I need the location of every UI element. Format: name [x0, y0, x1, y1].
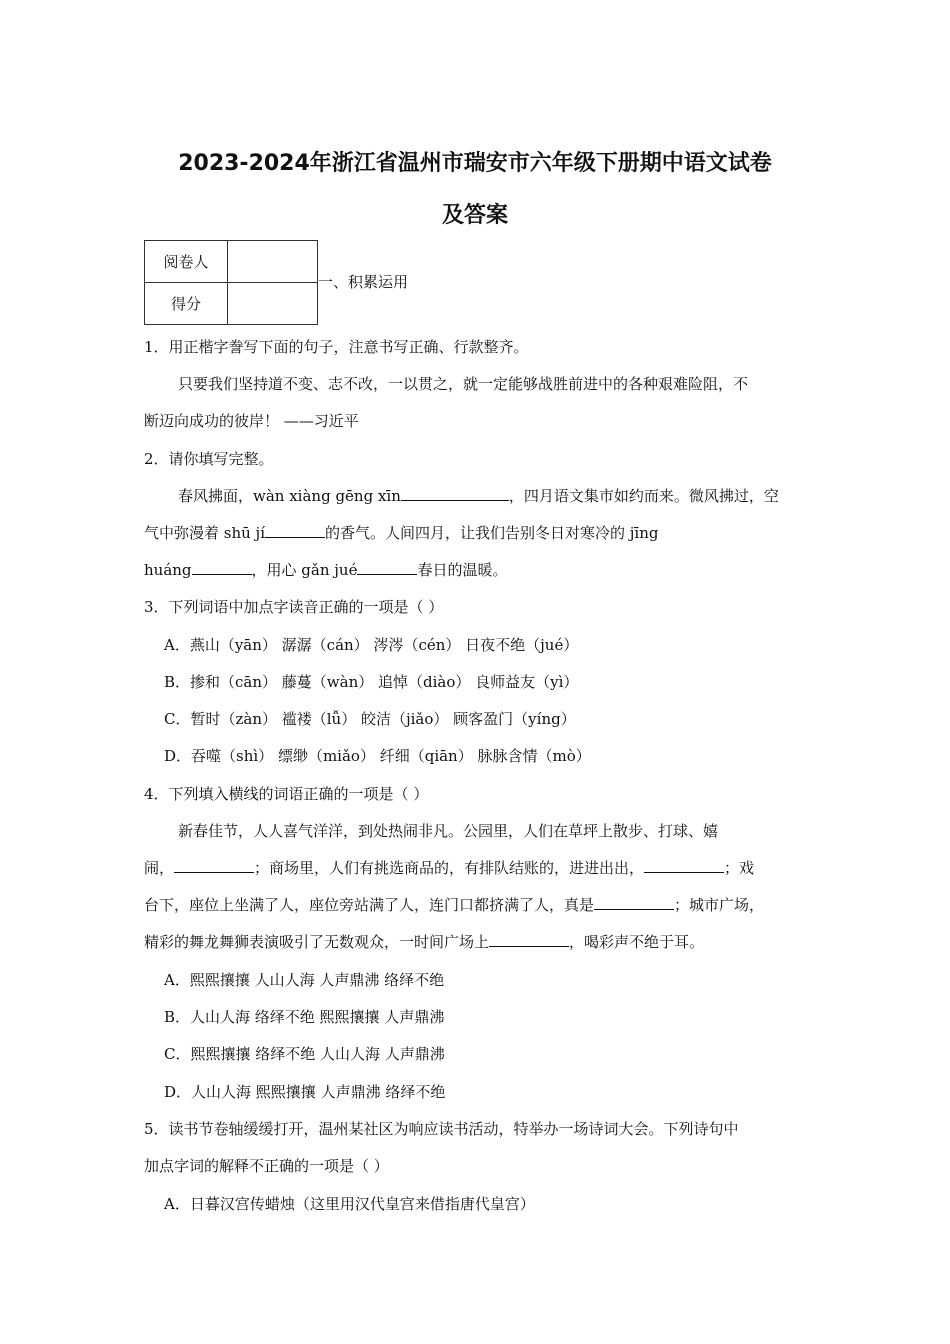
q2-line3-a: huáng [144, 561, 192, 579]
q2-line2-a: 气中弥漫着 shū jí [144, 524, 266, 542]
q5-option-a: A．日暮汉宫传蜡烛（这里用汉代皇宫来借指唐代皇宫） [164, 1195, 535, 1213]
score-cell [228, 283, 318, 325]
q2-line2-b: 的香气。人间四月，让我们告别冬日对寒冷的 jīng [325, 524, 659, 542]
q4-passage-line4 [144, 931, 704, 952]
q4-passage-line3 [144, 894, 764, 915]
q4-passage-line4-a: 精彩的舞龙舞狮表演吸引了无数观众，一时间广场上 [144, 933, 490, 951]
q1-text-line1: 只要我们坚持道不变、志不改，一以贯之，就一定能够战胜前进中的各种艰难险阻，不 [178, 375, 749, 393]
reviewer-cell [228, 241, 318, 283]
q3-option-c: C．暂时（zàn） 褴褛（lǚ） 皎洁（jiǎo） 顾客盈门（yíng） [164, 710, 576, 728]
section-title: 一、积累运用 [318, 273, 409, 291]
q4-option-a: A．熙熙攘攘 人山人海 人声鼎沸 络绎不绝 [164, 971, 445, 989]
q3-stem: 3．下列词语中加点字读音正确的一项是（ ） [144, 598, 444, 616]
answer-blank[interactable] [644, 858, 724, 873]
q2-line3-b: ，用心 gǎn jué [251, 561, 358, 579]
q4-passage-line1: 新春佳节，人人喜气洋洋，到处热闹非凡。公园里，人们在草坪上散步、打球、嬉 [178, 822, 719, 840]
score-label: 得分 [145, 283, 228, 325]
q4-passage-line3-b: ；城市广场， [674, 896, 765, 914]
q4-option-d: D．人山人海 熙熙攘攘 人声鼎沸 络绎不绝 [164, 1083, 446, 1101]
q3-option-d: D．吞噬（shì） 缥缈（miǎo） 纤细（qiān） 脉脉含情（mò） [164, 747, 591, 765]
q5-stem-line1: 5．读书节卷轴缓缓打开，温州某社区为响应读书活动，特举办一场诗词大会。下列诗句中 [144, 1120, 739, 1138]
score-table [144, 240, 318, 325]
q4-passage-line3-a: 台下，座位上坐满了人，座位旁站满了人，连门口都挤满了人，真是 [144, 896, 595, 914]
reviewer-label: 阅卷人 [145, 241, 228, 283]
q4-passage-line2-b: ；商场里，人们有挑选商品的，有排队结账的，进进出出， [254, 859, 645, 877]
q3-option-b: B．掺和（cān） 藤蔓（wàn） 追悼（diào） 良师益友（yì） [164, 673, 579, 691]
exam-title-line1: 2023-2024年浙江省温州市瑞安市六年级下册期中语文试卷 [178, 151, 772, 176]
q2-line1-a: 春风拂面，wàn xiàng gēng xīn [178, 487, 401, 505]
q4-passage-line2-a: 闹， [144, 859, 175, 877]
q1-stem: 1．用正楷字誊写下面的句子，注意书写正确、行款整齐。 [144, 338, 529, 356]
answer-blank[interactable] [357, 560, 417, 575]
exam-title-line2: 及答案 [441, 203, 508, 228]
q5-stem-line2: 加点字词的解释不正确的一项是（ ） [144, 1157, 389, 1175]
q2-line1-b: ，四月语文集市如约而来。微风拂过，空 [508, 487, 779, 505]
answer-blank[interactable] [401, 486, 509, 501]
q2-line3 [144, 559, 507, 580]
q4-option-c: C．熙熙攘攘 络绎不绝 人山人海 人声鼎沸 [164, 1045, 445, 1063]
q4-passage-line2 [144, 857, 754, 878]
q1-text-line2: 断迈向成功的彼岸！ ——习近平 [144, 412, 359, 430]
answer-blank[interactable] [174, 858, 254, 873]
q4-option-b: B．人山人海 络绎不绝 熙熙攘攘 人声鼎沸 [164, 1008, 445, 1026]
q4-passage-line2-c: ；戏 [724, 859, 755, 877]
q2-line1 [178, 485, 779, 506]
q2-line3-c: 春日的温暖。 [417, 561, 508, 579]
q2-stem: 2．请你填写完整。 [144, 450, 274, 468]
q3-option-a: A．燕山（yān） 潺潺（cán） 涔涔（cén） 日夜不绝（jué） [164, 636, 579, 654]
answer-blank[interactable] [265, 523, 325, 538]
q4-stem: 4．下列填入横线的词语正确的一项是（ ） [144, 785, 429, 803]
answer-blank[interactable] [489, 932, 569, 947]
answer-blank[interactable] [594, 895, 674, 910]
q4-passage-line4-b: ，喝彩声不绝于耳。 [569, 933, 705, 951]
q2-line2 [144, 522, 659, 543]
answer-blank[interactable] [192, 560, 252, 575]
